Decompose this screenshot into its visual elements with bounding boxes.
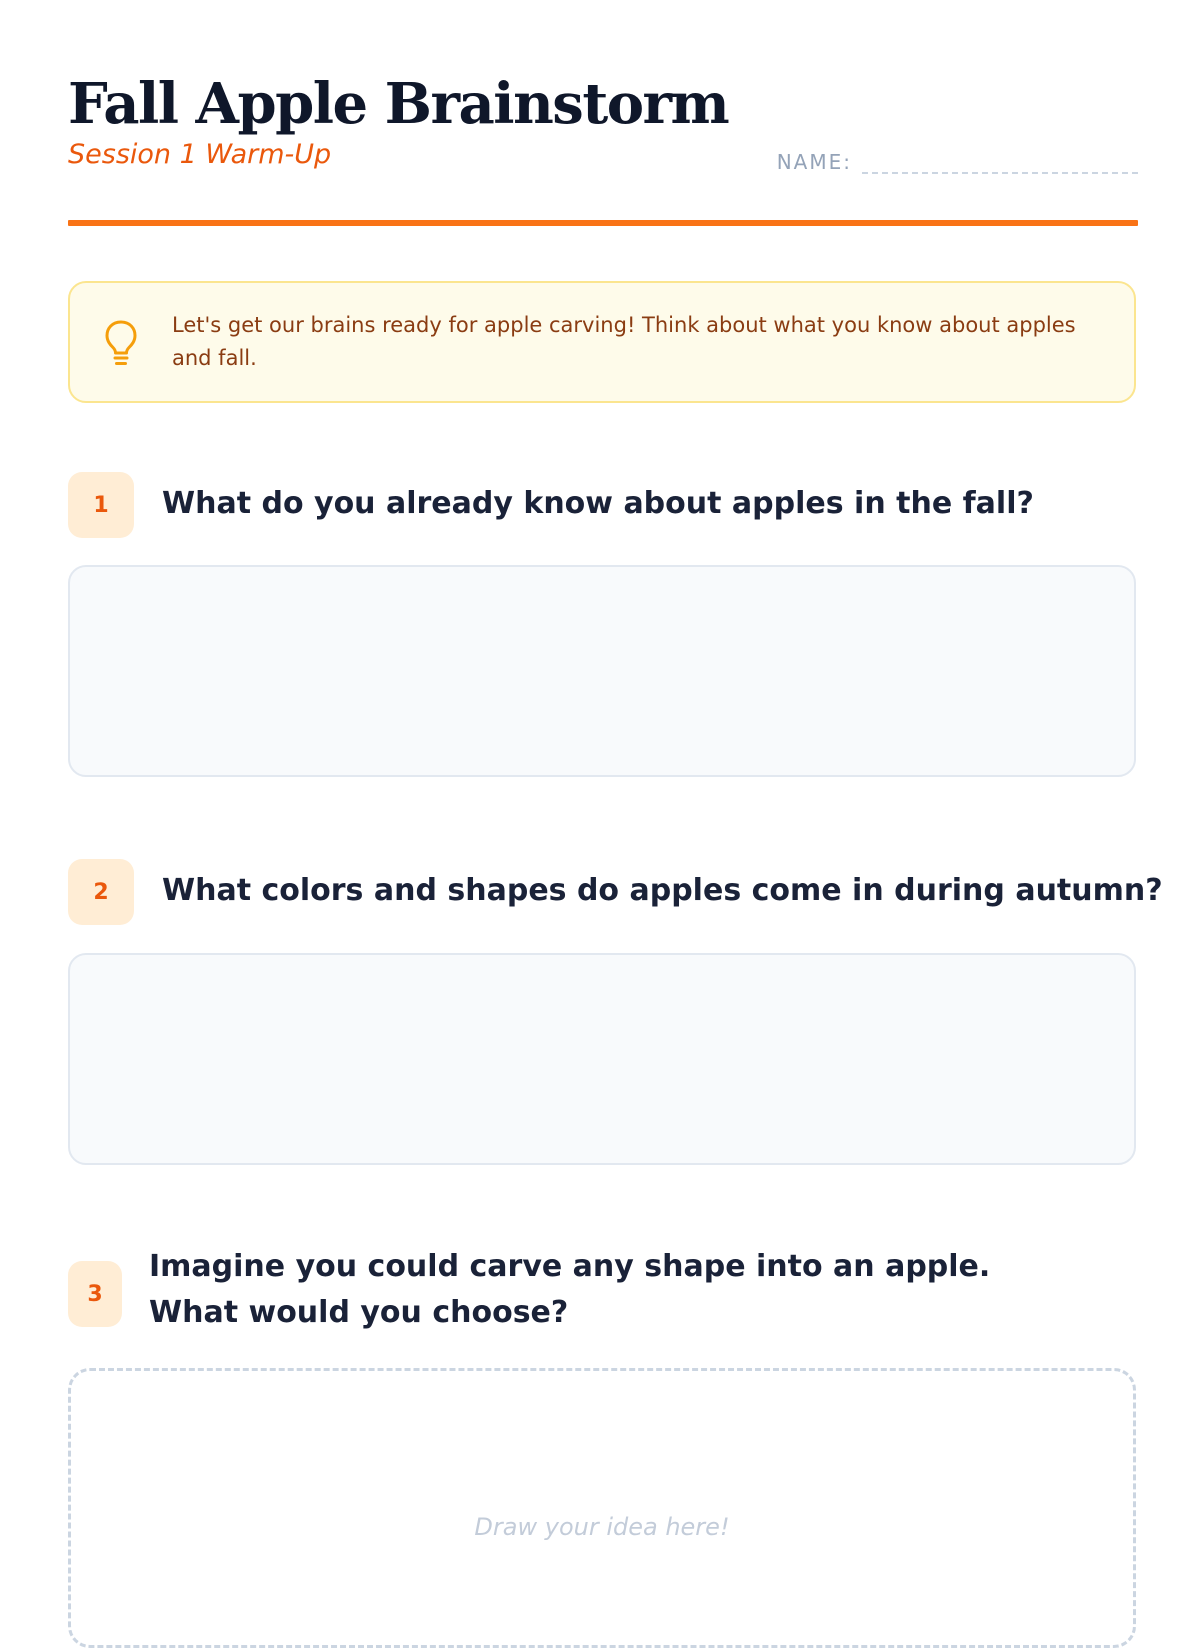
answer-box-2[interactable] [68,953,1136,1165]
question-text: What do you already know about apples in the fall? [162,486,1034,521]
page-title: Fall Apple Brainstorm [68,71,729,137]
name-blank-line[interactable] [862,166,1138,174]
question-number-badge: 2 [68,859,134,925]
question-number-badge: 1 [68,472,134,538]
name-label: NAME: [776,150,852,174]
question-text: Imagine you could carve any shape into an apple. What would you choose? [149,1249,991,1330]
question-text: What colors and shapes do apples come in during autumn? [162,873,1163,908]
tip-text: Let's get our brains ready for apple carving! Think about what you know about apples and fall. [172,313,1076,370]
drawing-placeholder: Draw your idea here! [474,1513,730,1541]
answer-box-1[interactable] [68,565,1136,777]
session-subtitle: Session 1 Warm-Up [68,139,332,170]
name-field[interactable] [777,150,1138,174]
worksheet-header [68,72,1138,182]
worksheet-page [68,0,1163,1600]
header-divider [68,220,1138,226]
lightbulb-icon [104,319,138,367]
tip-callout [68,281,1136,403]
question-number-badge: 3 [68,1261,122,1327]
drawing-area[interactable] [68,1368,1136,1648]
